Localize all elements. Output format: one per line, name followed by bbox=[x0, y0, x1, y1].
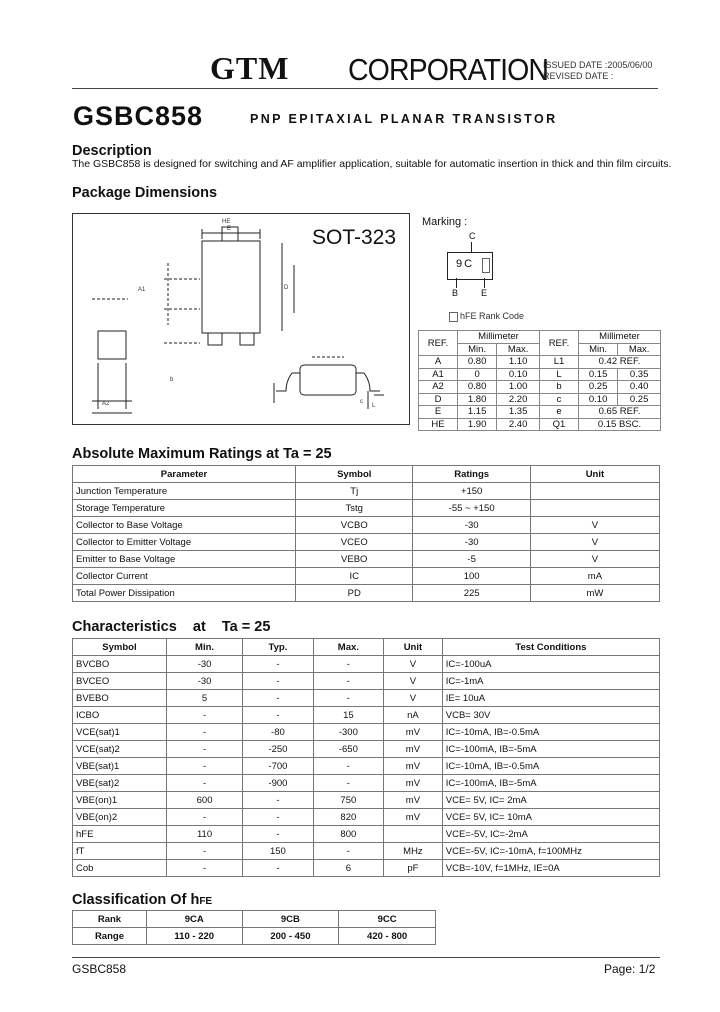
char-row bbox=[73, 656, 660, 673]
dim-cell: A2 bbox=[419, 381, 458, 394]
char-cell: - bbox=[166, 860, 242, 877]
rank-code-note: hFE Rank Code bbox=[460, 311, 525, 321]
char-cell: IC=-100mA, IB=-5mA bbox=[442, 775, 659, 792]
dim-row bbox=[419, 393, 661, 406]
char-cell: -250 bbox=[243, 741, 313, 758]
abs-max-column-header: Parameter bbox=[73, 466, 296, 483]
char-cell: VBE(on)1 bbox=[73, 792, 167, 809]
char-cell: - bbox=[243, 826, 313, 843]
dim-cell: E bbox=[419, 406, 458, 419]
part-number: GSBC858 bbox=[73, 101, 204, 131]
dimension-table bbox=[418, 330, 661, 431]
char-cell: 15 bbox=[313, 707, 383, 724]
char-cell: mV bbox=[384, 741, 443, 758]
characteristics-heading: Characteristics at Ta = 25 bbox=[72, 619, 271, 635]
dim-label-b: b bbox=[170, 377, 174, 383]
char-cell: - bbox=[243, 707, 313, 724]
abs-max-cell: VCEO bbox=[296, 534, 413, 551]
marking-rank-box bbox=[482, 258, 490, 273]
range-cell: 420 - 800 bbox=[339, 928, 436, 945]
dim-label-he: HE bbox=[222, 219, 231, 225]
char-cell: 6 bbox=[313, 860, 383, 877]
char-cell: IC=-100mA, IB=-5mA bbox=[442, 741, 659, 758]
abs-max-cell: IC bbox=[296, 568, 413, 585]
char-cell: hFE bbox=[73, 826, 167, 843]
char-row bbox=[73, 707, 660, 724]
abs-max-cell: +150 bbox=[413, 483, 530, 500]
char-cell: IC=-1mA bbox=[442, 673, 659, 690]
char-cell: - bbox=[166, 775, 242, 792]
dim-cell: 0.25 bbox=[618, 393, 661, 406]
description-text: The GSBC858 is designed for switching and AF amplifier application, suitable for automatic insertion in thick and thin film circuits. bbox=[72, 158, 672, 170]
abs-max-row bbox=[73, 500, 660, 517]
dim-label-e: E bbox=[227, 226, 232, 232]
dim-cell: b bbox=[539, 381, 578, 394]
dim-row bbox=[419, 406, 661, 419]
char-row bbox=[73, 758, 660, 775]
dim-cell: 2.20 bbox=[497, 393, 540, 406]
abs-max-heading: Absolute Maximum Ratings at Ta = 25 bbox=[72, 446, 332, 462]
char-cell: pF bbox=[384, 860, 443, 877]
char-cell: VBE(sat)2 bbox=[73, 775, 167, 792]
classification-heading-sub: FE bbox=[199, 896, 213, 907]
pin-e-lead bbox=[484, 278, 485, 288]
characteristics-table bbox=[72, 638, 660, 877]
char-cell: BVEBO bbox=[73, 690, 167, 707]
dim-cell: 1.80 bbox=[458, 393, 497, 406]
char-cell: 600 bbox=[166, 792, 242, 809]
abs-max-row bbox=[73, 551, 660, 568]
char-cell: - bbox=[243, 673, 313, 690]
char-cell: V bbox=[384, 690, 443, 707]
char-cell: mV bbox=[384, 792, 443, 809]
char-cell: VBE(sat)1 bbox=[73, 758, 167, 775]
char-cell: IC=-100uA bbox=[442, 656, 659, 673]
company-name: CORPORATION bbox=[348, 52, 549, 87]
dim-cell: D bbox=[419, 393, 458, 406]
char-cell: 5 bbox=[166, 690, 242, 707]
char-cell: V bbox=[384, 673, 443, 690]
dim-label-c: c bbox=[360, 399, 363, 405]
char-cell: - bbox=[313, 775, 383, 792]
range-label: Range bbox=[73, 928, 147, 945]
dim-cell: L bbox=[539, 368, 578, 381]
char-cell: - bbox=[243, 809, 313, 826]
char-cell: -30 bbox=[166, 673, 242, 690]
pin-e-label: E bbox=[481, 288, 488, 298]
dim-cell: 0.15 bbox=[578, 368, 617, 381]
abs-max-cell: -55 ~ +150 bbox=[413, 500, 530, 517]
company-logo-gtm: GTM bbox=[210, 50, 290, 86]
abs-max-cell: V bbox=[530, 551, 659, 568]
issued-date: ISSUED DATE :2005/06/00 bbox=[543, 60, 653, 70]
rank-cell: 9CA bbox=[146, 911, 242, 928]
char-column-header: Symbol bbox=[73, 639, 167, 656]
description-heading: Description bbox=[72, 143, 152, 159]
char-row bbox=[73, 690, 660, 707]
dim-row bbox=[419, 418, 661, 431]
dim-cell: e bbox=[539, 406, 578, 419]
char-cell: -700 bbox=[243, 758, 313, 775]
dim-cell: 0.25 bbox=[578, 381, 617, 394]
dim-row bbox=[419, 356, 661, 369]
dim-cell: 0.80 bbox=[458, 381, 497, 394]
abs-max-cell: PD bbox=[296, 585, 413, 602]
dim-ref-header: REF. bbox=[419, 331, 458, 356]
char-row bbox=[73, 741, 660, 758]
dim-cell: L1 bbox=[539, 356, 578, 369]
char-cell: -300 bbox=[313, 724, 383, 741]
dim-label-d: D bbox=[284, 285, 289, 291]
char-row bbox=[73, 860, 660, 877]
classification-table bbox=[72, 910, 436, 945]
abs-max-row bbox=[73, 585, 660, 602]
char-cell: IE= 10uA bbox=[442, 690, 659, 707]
char-cell: VCE(sat)1 bbox=[73, 724, 167, 741]
abs-max-cell: Collector to Emitter Voltage bbox=[73, 534, 296, 551]
char-cell: nA bbox=[384, 707, 443, 724]
char-column-header: Test Conditions bbox=[442, 639, 659, 656]
char-cell: -900 bbox=[243, 775, 313, 792]
char-cell: ICBO bbox=[73, 707, 167, 724]
dim-label-a2: A2 bbox=[102, 401, 110, 407]
abs-max-cell: Collector to Base Voltage bbox=[73, 517, 296, 534]
dim-cell: 0.80 bbox=[458, 356, 497, 369]
marking-label: Marking : bbox=[422, 216, 468, 228]
char-cell: Cob bbox=[73, 860, 167, 877]
char-cell: VCE= 5V, IC= 10mA bbox=[442, 809, 659, 826]
dim-cell: 0.15 BSC. bbox=[578, 418, 660, 431]
char-row bbox=[73, 775, 660, 792]
package-outline-drawing bbox=[72, 213, 408, 423]
char-cell: fT bbox=[73, 843, 167, 860]
char-cell: IC=-10mA, IB=-0.5mA bbox=[442, 724, 659, 741]
abs-max-cell: Storage Temperature bbox=[73, 500, 296, 517]
char-cell: MHz bbox=[384, 843, 443, 860]
dim-label-l: L bbox=[372, 403, 376, 409]
char-column-header: Min. bbox=[166, 639, 242, 656]
dim-cell: 1.15 bbox=[458, 406, 497, 419]
dim-cell: c bbox=[539, 393, 578, 406]
abs-max-cell: -5 bbox=[413, 551, 530, 568]
char-cell: - bbox=[243, 656, 313, 673]
abs-max-cell: Collector Current bbox=[73, 568, 296, 585]
footer-divider bbox=[72, 957, 660, 958]
abs-max-cell: Total Power Dissipation bbox=[73, 585, 296, 602]
char-cell: - bbox=[243, 860, 313, 877]
pin-b-lead bbox=[456, 278, 457, 288]
abs-max-cell: -30 bbox=[413, 517, 530, 534]
char-cell: - bbox=[166, 758, 242, 775]
abs-max-cell bbox=[530, 500, 659, 517]
marking-code: 9C bbox=[456, 258, 475, 270]
dim-cell: A1 bbox=[419, 368, 458, 381]
footer-part: GSBC858 bbox=[72, 962, 127, 976]
dim-max-header: Max. bbox=[497, 343, 540, 356]
dim-min-header: Min. bbox=[578, 343, 617, 356]
char-cell: mV bbox=[384, 758, 443, 775]
char-row bbox=[73, 843, 660, 860]
pin-c-label: C bbox=[469, 231, 476, 241]
footer-page: Page: 1/2 bbox=[604, 962, 656, 976]
dim-row bbox=[419, 381, 661, 394]
char-cell: 750 bbox=[313, 792, 383, 809]
char-column-header: Typ. bbox=[243, 639, 313, 656]
char-cell: - bbox=[243, 690, 313, 707]
classification-heading bbox=[72, 892, 212, 908]
dim-cell: A bbox=[419, 356, 458, 369]
char-cell: VBE(on)2 bbox=[73, 809, 167, 826]
header-divider bbox=[72, 88, 658, 89]
char-cell: VCB= 30V bbox=[442, 707, 659, 724]
char-cell: V bbox=[384, 656, 443, 673]
char-row bbox=[73, 809, 660, 826]
char-cell: VCE=-5V, IC=-2mA bbox=[442, 826, 659, 843]
char-cell: VCE= 5V, IC= 2mA bbox=[442, 792, 659, 809]
rank-code-legend-box bbox=[449, 312, 458, 322]
abs-max-table bbox=[72, 465, 660, 602]
char-cell: - bbox=[166, 707, 242, 724]
char-cell: - bbox=[166, 741, 242, 758]
dim-cell: 0.10 bbox=[578, 393, 617, 406]
abs-max-cell: -30 bbox=[413, 534, 530, 551]
char-cell: - bbox=[313, 843, 383, 860]
char-cell: 820 bbox=[313, 809, 383, 826]
char-cell: IC=-10mA, IB=-0.5mA bbox=[442, 758, 659, 775]
char-row bbox=[73, 724, 660, 741]
char-cell: - bbox=[243, 792, 313, 809]
part-type: PNP EPITAXIAL PLANAR TRANSISTOR bbox=[250, 112, 558, 126]
abs-max-cell: Tstg bbox=[296, 500, 413, 517]
char-cell: - bbox=[313, 690, 383, 707]
char-cell: - bbox=[313, 673, 383, 690]
char-cell: - bbox=[313, 758, 383, 775]
char-cell: mV bbox=[384, 724, 443, 741]
dim-cell: Q1 bbox=[539, 418, 578, 431]
char-cell: - bbox=[166, 843, 242, 860]
dim-label-a1: A1 bbox=[138, 287, 146, 293]
dim-cell: 2.40 bbox=[497, 418, 540, 431]
dim-cell: 0.40 bbox=[618, 381, 661, 394]
issue-dates bbox=[543, 60, 652, 82]
dim-cell: 0.35 bbox=[618, 368, 661, 381]
abs-max-row bbox=[73, 483, 660, 500]
abs-max-cell: 100 bbox=[413, 568, 530, 585]
dim-min-header: Min. bbox=[458, 343, 497, 356]
char-cell: -30 bbox=[166, 656, 242, 673]
char-cell: 110 bbox=[166, 826, 242, 843]
char-cell: BVCEO bbox=[73, 673, 167, 690]
dim-max-header: Max. bbox=[618, 343, 661, 356]
char-cell: BVCBO bbox=[73, 656, 167, 673]
abs-max-row bbox=[73, 568, 660, 585]
rank-label: Rank bbox=[73, 911, 147, 928]
range-cell: 200 - 450 bbox=[242, 928, 339, 945]
char-cell: VCE=-5V, IC=-10mA, f=100MHz bbox=[442, 843, 659, 860]
abs-max-cell: V bbox=[530, 517, 659, 534]
abs-max-cell: mW bbox=[530, 585, 659, 602]
abs-max-cell: Emitter to Base Voltage bbox=[73, 551, 296, 568]
abs-max-column-header: Unit bbox=[530, 466, 659, 483]
dim-cell: 0 bbox=[458, 368, 497, 381]
char-row bbox=[73, 826, 660, 843]
abs-max-cell: Junction Temperature bbox=[73, 483, 296, 500]
dim-ref-header: REF. bbox=[539, 331, 578, 356]
dim-cell: 1.00 bbox=[497, 381, 540, 394]
abs-max-column-header: Ratings bbox=[413, 466, 530, 483]
abs-max-cell: VEBO bbox=[296, 551, 413, 568]
char-row bbox=[73, 673, 660, 690]
char-cell: VCE(sat)2 bbox=[73, 741, 167, 758]
dim-cell: 0.65 REF. bbox=[578, 406, 660, 419]
char-cell: -80 bbox=[243, 724, 313, 741]
char-cell: -650 bbox=[313, 741, 383, 758]
char-column-header: Unit bbox=[384, 639, 443, 656]
abs-max-cell: VCBO bbox=[296, 517, 413, 534]
abs-max-cell: mA bbox=[530, 568, 659, 585]
abs-max-cell: 225 bbox=[413, 585, 530, 602]
abs-max-cell: V bbox=[530, 534, 659, 551]
rank-cell: 9CC bbox=[339, 911, 436, 928]
rank-cell: 9CB bbox=[242, 911, 339, 928]
dim-cell: 1.10 bbox=[497, 356, 540, 369]
char-column-header: Max. bbox=[313, 639, 383, 656]
dim-cell: 1.35 bbox=[497, 406, 540, 419]
abs-max-row bbox=[73, 534, 660, 551]
dim-cell: 0.10 bbox=[497, 368, 540, 381]
char-cell: 800 bbox=[313, 826, 383, 843]
char-cell bbox=[384, 826, 443, 843]
char-cell: mV bbox=[384, 809, 443, 826]
char-cell: 150 bbox=[243, 843, 313, 860]
dim-cell: HE bbox=[419, 418, 458, 431]
range-cell: 110 - 220 bbox=[146, 928, 242, 945]
char-row bbox=[73, 792, 660, 809]
dim-cell: 1.90 bbox=[458, 418, 497, 431]
abs-max-cell: Tj bbox=[296, 483, 413, 500]
abs-max-column-header: Symbol bbox=[296, 466, 413, 483]
pin-b-label: B bbox=[452, 288, 459, 298]
dim-row bbox=[419, 368, 661, 381]
abs-max-row bbox=[73, 517, 660, 534]
package-heading: Package Dimensions bbox=[72, 185, 218, 201]
char-cell: - bbox=[166, 809, 242, 826]
char-cell: mV bbox=[384, 775, 443, 792]
char-cell: VCB=-10V, f=1MHz, IE=0A bbox=[442, 860, 659, 877]
package-name: SOT-323 bbox=[312, 226, 397, 249]
revised-date: REVISED DATE : bbox=[543, 71, 614, 81]
abs-max-cell bbox=[530, 483, 659, 500]
dim-cell: 0.42 REF. bbox=[578, 356, 660, 369]
pin-c-lead bbox=[471, 242, 472, 252]
char-cell: - bbox=[166, 724, 242, 741]
dim-unit-header: Millimeter bbox=[578, 331, 660, 344]
char-cell: - bbox=[313, 656, 383, 673]
dim-unit-header: Millimeter bbox=[458, 331, 540, 344]
classification-heading-main: Classification Of h bbox=[72, 892, 200, 908]
